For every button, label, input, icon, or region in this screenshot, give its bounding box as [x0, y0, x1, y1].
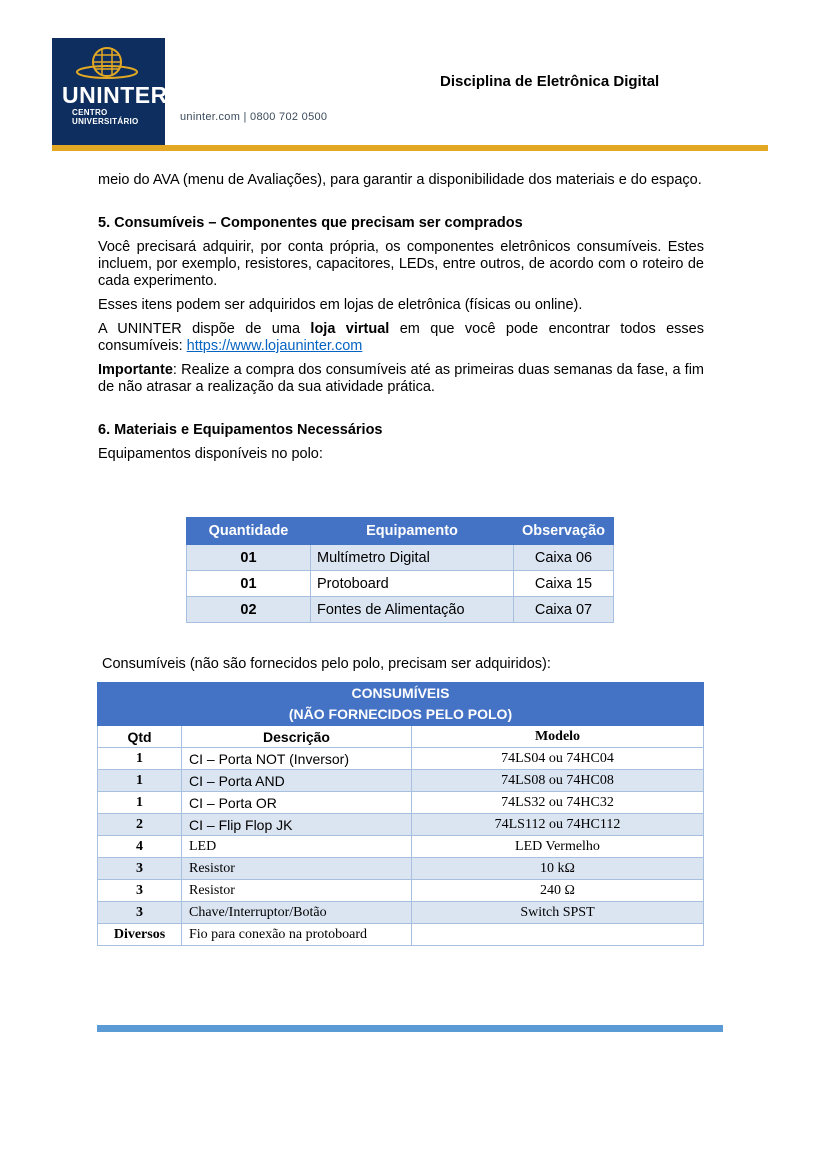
description-cell: CI – Porta AND	[182, 770, 412, 792]
qty-cell: 3	[98, 858, 182, 880]
qty-cell: 02	[187, 597, 311, 623]
qty-cell: 3	[98, 880, 182, 902]
observation-cell: Caixa 06	[514, 545, 614, 571]
contact-info: uninter.com | 0800 702 0500	[180, 111, 328, 123]
table-row	[187, 545, 614, 571]
store-link[interactable]: https://www.lojauninter.com	[186, 338, 363, 354]
bold-run: loja virtual	[310, 321, 390, 337]
consumables-table	[97, 682, 704, 946]
discipline-title: Disciplina de Eletrônica Digital	[440, 73, 660, 90]
section6-paragraph-1: Equipamentos disponíveis no polo:	[98, 446, 323, 462]
qty-cell: 1	[98, 770, 182, 792]
equipment-table	[186, 517, 614, 623]
bold-run: Importante	[98, 362, 173, 378]
table-row	[98, 792, 704, 814]
description-cell: CI – Porta OR	[182, 792, 412, 814]
logo-sub-1: CENTRO	[72, 108, 108, 117]
description-cell: Resistor	[182, 858, 412, 880]
section5-paragraph-3	[98, 321, 704, 355]
header-divider	[52, 145, 768, 151]
table-row	[98, 770, 704, 792]
section5-paragraph-1: Você precisará adquirir, por conta própria, os componentes eletrônicos consumíveis. Estes incluem, por exemplo, resistores, capacitores, LEDs, entre outros, de acordo com o roteiro de cada experimento.	[98, 239, 704, 289]
consumables-header-row	[98, 726, 704, 748]
footer-divider	[97, 1025, 723, 1032]
model-cell: 74LS04 ou 74HC04	[412, 748, 704, 770]
model-cell: 10 kΩ	[412, 858, 704, 880]
col-header: Qtd	[98, 726, 182, 748]
col-header: Descrição	[182, 726, 412, 748]
table-row	[187, 597, 614, 623]
model-cell: LED Vermelho	[412, 836, 704, 858]
logo-sub-2: UNIVERSITÁRIO	[72, 117, 139, 126]
uninter-logo	[52, 38, 168, 147]
col-header: Modelo	[412, 726, 704, 748]
section5-paragraph-2: Esses itens podem ser adquiridos em lojas de eletrônica (físicas ou online).	[98, 297, 583, 313]
col-header: Quantidade	[187, 518, 311, 545]
qty-cell: 01	[187, 545, 311, 571]
description-cell: Fio para conexão na protoboard	[182, 924, 412, 946]
equipment-cell: Multímetro Digital	[311, 545, 514, 571]
table-row	[98, 858, 704, 880]
qty-cell: 2	[98, 814, 182, 836]
section5-heading: 5. Consumíveis – Componentes que precisam ser comprados	[98, 215, 523, 231]
model-cell: Switch SPST	[412, 902, 704, 924]
text-run: em que você pode encontrar todos esses consumíveis:	[98, 321, 704, 354]
model-cell	[412, 924, 704, 946]
table-row	[98, 880, 704, 902]
table-row	[98, 924, 704, 946]
section6-heading: 6. Materiais e Equipamentos Necessários	[98, 422, 383, 438]
globe-icon	[76, 46, 138, 82]
observation-cell: Caixa 07	[514, 597, 614, 623]
text-run: : Realize a compra dos consumíveis até as primeiras duas semanas da fase, a fim de não atrasar a realização da sua atividade prática.	[98, 362, 704, 395]
model-cell: 74LS08 ou 74HC08	[412, 770, 704, 792]
qty-cell: 1	[98, 792, 182, 814]
qty-cell: 4	[98, 836, 182, 858]
qty-cell: 1	[98, 748, 182, 770]
qty-cell: 01	[187, 571, 311, 597]
equipment-header-row	[187, 518, 614, 545]
table-row	[98, 836, 704, 858]
col-header: Observação	[514, 518, 614, 545]
qty-cell: Diversos	[98, 924, 182, 946]
intro-paragraph: meio do AVA (menu de Avaliações), para garantir a disponibilidade dos materiais e do espaço.	[98, 172, 702, 188]
text-run: A UNINTER dispõe de uma	[98, 321, 311, 337]
table-row	[98, 748, 704, 770]
description-cell: LED	[182, 836, 412, 858]
observation-cell: Caixa 15	[514, 571, 614, 597]
logo-subtitle	[72, 108, 139, 126]
model-cell: 74LS32 ou 74HC32	[412, 792, 704, 814]
document-body	[98, 172, 704, 463]
logo-name: UNINTER	[62, 82, 168, 108]
section6-paragraph-2: Consumíveis (não são fornecidos pelo polo, precisam ser adquiridos):	[102, 656, 551, 672]
title-line-1: CONSUMÍVEIS	[351, 685, 450, 701]
consumables-title	[98, 683, 704, 726]
description-cell: Resistor	[182, 880, 412, 902]
consumables-title-row	[98, 683, 704, 726]
description-cell: Chave/Interruptor/Botão	[182, 902, 412, 924]
qty-cell: 3	[98, 902, 182, 924]
title-line-2: (NÃO FORNECIDOS PELO POLO)	[288, 706, 513, 722]
section5-paragraph-4	[98, 362, 704, 396]
table-row	[187, 571, 614, 597]
table-row	[98, 814, 704, 836]
model-cell: 240 Ω	[412, 880, 704, 902]
equipment-cell: Fontes de Alimentação	[311, 597, 514, 623]
model-cell: 74LS112 ou 74HC112	[412, 814, 704, 836]
table-row	[98, 902, 704, 924]
description-cell: CI – Flip Flop JK	[182, 814, 412, 836]
col-header: Equipamento	[311, 518, 514, 545]
equipment-cell: Protoboard	[311, 571, 514, 597]
description-cell: CI – Porta NOT (Inversor)	[182, 748, 412, 770]
